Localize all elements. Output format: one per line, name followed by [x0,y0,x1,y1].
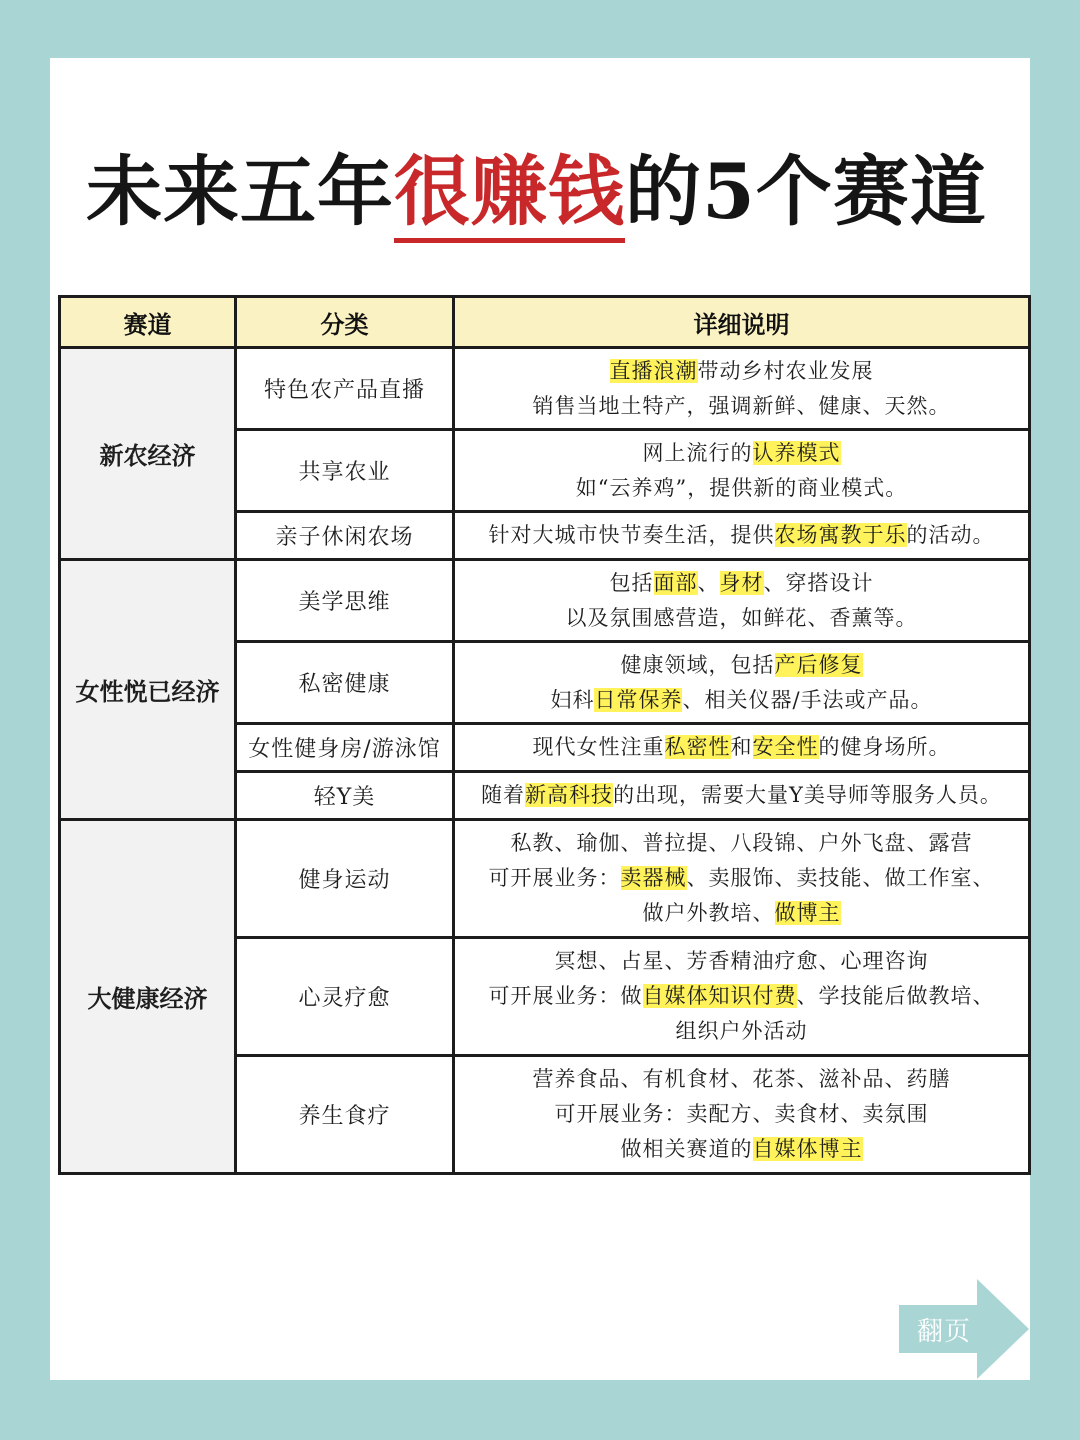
detail-line [455,648,1028,683]
detail-line [455,1132,1028,1167]
category-cell: 心灵疗愈 [236,938,454,1056]
detail-line [455,861,1028,896]
detail-text: 做相关赛道的 [620,1137,753,1161]
category-cell: 养生食疗 [236,1056,454,1174]
detail-text: 、学技能后做教培、 [796,984,995,1008]
highlight-text: 新高科技 [525,783,614,807]
detail-text: 包括 [609,570,654,595]
detail-text: 随着 [481,783,526,807]
title-suffix: 的5个赛道 [625,147,987,236]
table-row [60,560,1030,642]
table-row [60,820,1030,938]
track-cell: 新农经济 [60,348,236,560]
detail-cell [454,1056,1030,1174]
detail-text: 可开展业务：卖配方、卖食材、卖氛围 [554,1102,929,1126]
header-category: 分类 [236,297,454,348]
detail-line [455,389,1028,424]
category-cell: 女性健身房/游泳馆 [236,724,454,772]
detail-text: 健康领域，包括 [620,652,775,677]
track-table [58,295,1031,1175]
detail-text: 销售当地土特产，强调新鲜、健康、天然。 [532,393,951,418]
detail-text: 冥想、占星、芳香精油疗愈、心理咨询 [554,949,929,973]
detail-cell [454,724,1030,772]
detail-text: 针对大城市快节奏生活，提供 [488,523,775,547]
detail-line [455,730,1028,765]
header-track: 赛道 [60,297,236,348]
next-page-button[interactable] [899,1279,1029,1379]
detail-cell [454,938,1030,1056]
header-detail: 详细说明 [454,297,1030,348]
detail-text: 的健身场所。 [818,735,951,759]
detail-text: 带动乡村农业发展 [697,358,874,383]
detail-cell [454,772,1030,820]
highlight-text: 认养模式 [752,440,841,465]
category-cell: 轻Y美 [236,772,454,820]
highlight-text: 面部 [653,570,698,595]
table-header-row [60,297,1030,348]
table-row [60,348,1030,430]
detail-line [455,471,1028,506]
detail-line [455,1062,1028,1097]
highlight-text: 卖器械 [620,866,687,890]
title-prefix: 未来五年 [86,147,394,236]
detail-text: 妇科 [550,687,595,712]
detail-line [455,518,1028,553]
detail-line [455,566,1028,601]
detail-cell [454,642,1030,724]
detail-line [455,1097,1028,1132]
detail-text: 组织户外活动 [675,1019,808,1043]
highlight-text: 私密性 [664,735,731,759]
detail-line [455,896,1028,931]
category-cell: 共享农业 [236,430,454,512]
page-title [86,147,987,236]
content-card [50,58,1030,1380]
detail-cell [454,560,1030,642]
detail-text: 、 [697,570,720,595]
category-cell: 健身运动 [236,820,454,938]
detail-text: 、穿搭设计 [763,570,874,595]
detail-text: 营养食品、有机食材、花茶、滋补品、药膳 [532,1067,951,1091]
category-cell: 特色农产品直播 [236,348,454,430]
detail-cell [454,512,1030,560]
detail-text: 如“云养鸡”，提供新的商业模式。 [575,475,908,500]
detail-text: 以及氛围感营造，如鲜花、香薰等。 [565,605,918,630]
highlight-text: 身材 [719,570,764,595]
track-cell: 大健康经济 [60,820,236,1174]
detail-text: 的出现，需要大量Y美导师等服务人员。 [613,783,1002,807]
detail-text: 可开展业务： [488,866,621,890]
detail-text: 、相关仪器/手法或产品。 [682,687,933,712]
highlight-text: 自媒体知识付费 [642,984,797,1008]
detail-cell [454,820,1030,938]
detail-line [455,436,1028,471]
category-cell: 美学思维 [236,560,454,642]
table-body [60,348,1030,1174]
arrow-right-icon [977,1279,1029,1379]
detail-line [455,683,1028,718]
highlight-text: 日常保养 [594,687,683,712]
detail-cell [454,348,1030,430]
detail-line [455,944,1028,979]
category-cell: 亲子休闲农场 [236,512,454,560]
detail-line [455,1014,1028,1049]
next-page-label: 翻页 [917,1317,972,1347]
highlight-text: 做博主 [774,901,841,925]
detail-cell [454,430,1030,512]
highlight-text: 安全性 [752,735,819,759]
detail-line [455,601,1028,636]
category-cell: 私密健康 [236,642,454,724]
detail-text: 和 [730,735,753,759]
detail-text: 现代女性注重 [532,735,665,759]
title-highlight: 很赚钱 [394,147,625,243]
detail-text: 做户外教培、 [642,901,775,925]
detail-text: 的活动。 [906,523,995,547]
highlight-text: 直播浪潮 [609,358,698,383]
detail-text: 、卖服饰、卖技能、做工作室、 [686,866,995,890]
highlight-text: 产后修复 [774,652,863,677]
detail-text: 网上流行的 [642,440,753,465]
detail-text: 可开展业务：做 [488,984,643,1008]
detail-text: 私教、瑜伽、普拉提、八段锦、户外飞盘、露营 [510,831,973,855]
detail-line [455,354,1028,389]
track-cell: 女性悦已经济 [60,560,236,820]
detail-line [455,826,1028,861]
highlight-text: 农场寓教于乐 [774,523,907,547]
highlight-text: 自媒体博主 [752,1137,863,1161]
detail-line [455,778,1028,813]
detail-line [455,979,1028,1014]
